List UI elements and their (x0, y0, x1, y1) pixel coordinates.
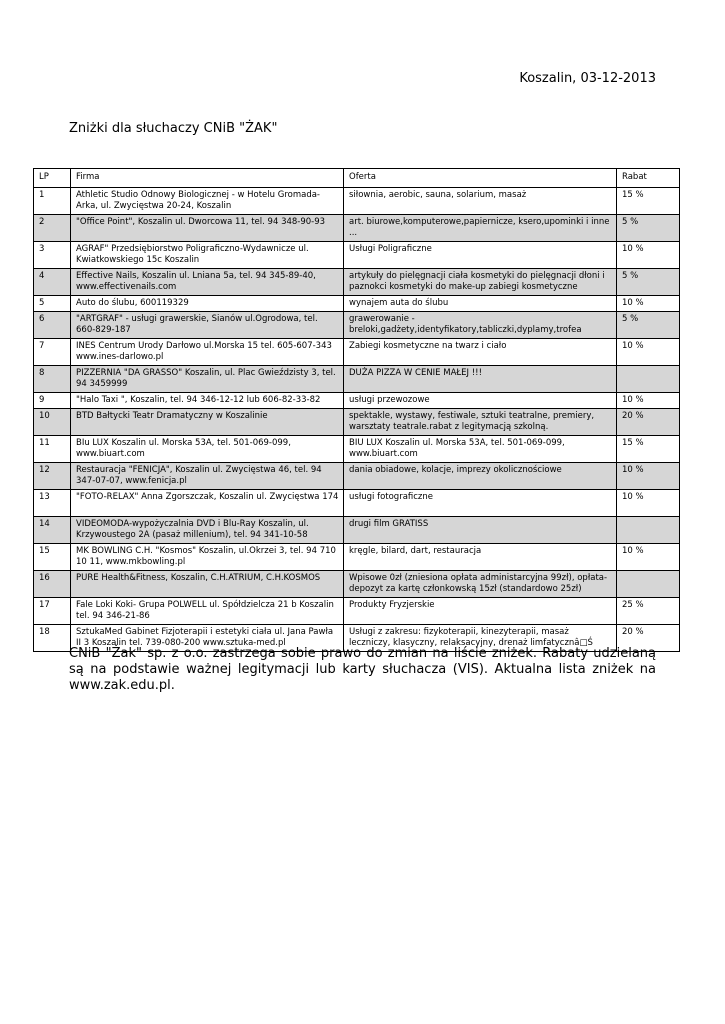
cell-rabat (617, 517, 680, 544)
cell-rabat: 20 % (617, 409, 680, 436)
document-title: Zniżki dla słuchaczy CNiB "ŻAK" (69, 121, 278, 136)
cell-rabat: 10 % (617, 490, 680, 517)
cell-firma: AGRAF" Przedsiębiorstwo Poligraficzno-Wydawnicze ul. Kwiatkowskiego 15c Koszalin (71, 242, 344, 269)
table-row (34, 490, 680, 517)
table-row (34, 409, 680, 436)
discounts-table (33, 168, 680, 652)
cell-oferta: BIU LUX Koszalin ul. Morska 53A, tel. 501-069-099, www.biuart.com (344, 436, 617, 463)
cell-firma: SztukaMed Gabinet Fizjoterapii i estetyki ciała ul. Jana Pawła II 3 Koszalin tel. 739-080-200 www.sztuka-med.pl (71, 625, 344, 652)
footer-note: CNiB "Żak" sp. z o.o. zastrzega sobie prawo do zmian na liście zniżek. Rabaty udzielaną są na podstawie ważnej legitymacji lub karty słuchacza (VIS). Aktualna lista zniżek na www.zak.edu.pl. (69, 646, 656, 693)
cell-oferta: Wpisowe 0zł (zniesiona opłata administarcyjna 99zł), opłata-depozyt za kartę członkowską 15zł (standardowo 25zł) (344, 571, 617, 598)
table-row (34, 296, 680, 312)
cell-firma: INES Centrum Urody Darłowo ul.Morska 15 tel. 605-607-343 www.ines-darlowo.pl (71, 339, 344, 366)
cell-rabat: 10 % (617, 544, 680, 571)
cell-oferta: art. biurowe,komputerowe,papiernicze, ksero,upominki i inne ... (344, 215, 617, 242)
cell-lp: 8 (34, 366, 71, 393)
table-row (34, 269, 680, 296)
cell-rabat: 10 % (617, 242, 680, 269)
column-header-firma: Firma (71, 169, 344, 188)
cell-firma: Auto do ślubu, 600119329 (71, 296, 344, 312)
cell-rabat: 5 % (617, 215, 680, 242)
cell-oferta: Zabiegi kosmetyczne na twarz i ciało (344, 339, 617, 366)
cell-lp: 12 (34, 463, 71, 490)
cell-firma: Fale Loki Koki- Grupa POLWELL ul. Spółdzielcza 21 b Koszalin tel. 94 346-21-86 (71, 598, 344, 625)
column-header-oferta: Oferta (344, 169, 617, 188)
table-row (34, 463, 680, 490)
cell-rabat: 10 % (617, 296, 680, 312)
cell-firma: VIDEOMODA-wypożyczalnia DVD i Blu-Ray Koszalin, ul. Krzywoustego 2A (pasaż millenium), tel. 94 341-10-58 (71, 517, 344, 544)
table-header-row (34, 169, 680, 188)
cell-lp: 18 (34, 625, 71, 652)
cell-oferta: grawerowanie - breloki,gadżety,identyfikatory,tabliczki,dyplamy,trofea (344, 312, 617, 339)
cell-lp: 16 (34, 571, 71, 598)
cell-oferta: drugi film GRATISS (344, 517, 617, 544)
column-header-rabat: Rabat (617, 169, 680, 188)
cell-firma: "FOTO-RELAX" Anna Zgorszczak, Koszalin ul. Zwycięstwa 174 (71, 490, 344, 517)
cell-oferta: siłownia, aerobic, sauna, solarium, masaż (344, 188, 617, 215)
cell-firma: MK BOWLING C.H. "Kosmos" Koszalin, ul.Okrzei 3, tel. 94 710 10 11, www.mkbowling.pl (71, 544, 344, 571)
cell-firma: "Halo Taxi ", Koszalin, tel. 94 346-12-12 lub 606-82-33-82 (71, 393, 344, 409)
cell-oferta: Usługi z zakresu: fizykoterapii, kinezyterapii, masaż leczniczy, klasyczny, relaksacyjny, drenaż limfatycznâ□Ś (344, 625, 617, 652)
cell-lp: 4 (34, 269, 71, 296)
cell-rabat: 10 % (617, 393, 680, 409)
table-row (34, 366, 680, 393)
cell-rabat (617, 571, 680, 598)
table-row (34, 598, 680, 625)
cell-oferta: Produkty Fryzjerskie (344, 598, 617, 625)
table-row (34, 188, 680, 215)
table-row (34, 215, 680, 242)
cell-oferta: usługi fotograficzne (344, 490, 617, 517)
cell-lp: 3 (34, 242, 71, 269)
cell-firma: Athletic Studio Odnowy Biologicznej - w Hotelu Gromada-Arka, ul. Zwycięstwa 20-24, Koszalin (71, 188, 344, 215)
table-row (34, 339, 680, 366)
document-date: Koszalin, 03-12-2013 (519, 71, 656, 86)
cell-rabat: 20 % (617, 625, 680, 652)
column-header-lp: LP (34, 169, 71, 188)
cell-rabat: 25 % (617, 598, 680, 625)
cell-rabat: 5 % (617, 312, 680, 339)
table-row (34, 571, 680, 598)
cell-lp: 2 (34, 215, 71, 242)
cell-firma: PURE Health&Fitness, Koszalin, C.H.ATRIUM, C.H.KOSMOS (71, 571, 344, 598)
cell-rabat: 15 % (617, 436, 680, 463)
cell-rabat (617, 366, 680, 393)
table-row (34, 517, 680, 544)
cell-oferta: Usługi Poligraficzne (344, 242, 617, 269)
table-row (34, 436, 680, 463)
table-row (34, 544, 680, 571)
cell-firma: Restauracja "FENICJA", Koszalin ul. Zwycięstwa 46, tel. 94 347-07-07, www.fenicja.pl (71, 463, 344, 490)
cell-rabat: 5 % (617, 269, 680, 296)
cell-firma: BIu LUX Koszalin ul. Morska 53A, tel. 501-069-099, www.biuart.com (71, 436, 344, 463)
cell-lp: 15 (34, 544, 71, 571)
table-row (34, 312, 680, 339)
cell-lp: 1 (34, 188, 71, 215)
cell-oferta: kręgle, bilard, dart, restauracja (344, 544, 617, 571)
cell-lp: 7 (34, 339, 71, 366)
cell-firma: "Office Point", Koszalin ul. Dworcowa 11, tel. 94 348-90-93 (71, 215, 344, 242)
cell-lp: 6 (34, 312, 71, 339)
cell-lp: 14 (34, 517, 71, 544)
cell-rabat: 10 % (617, 339, 680, 366)
table-row (34, 393, 680, 409)
cell-lp: 9 (34, 393, 71, 409)
cell-lp: 5 (34, 296, 71, 312)
cell-firma: Effective Nails, Koszalin ul. Lniana 5a, tel. 94 345-89-40, www.effectivenails.com (71, 269, 344, 296)
cell-oferta: wynajem auta do ślubu (344, 296, 617, 312)
cell-firma: BTD Bałtycki Teatr Dramatyczny w Koszalinie (71, 409, 344, 436)
cell-lp: 10 (34, 409, 71, 436)
cell-oferta: DUŻA PIZZA W CENIE MAŁEJ !!! (344, 366, 617, 393)
cell-oferta: spektakle, wystawy, festiwale, sztuki teatralne, premiery, warsztaty teatrale.rabat z legitymacją szkolną. (344, 409, 617, 436)
cell-rabat: 15 % (617, 188, 680, 215)
cell-firma: "ARTGRAF" - usługi grawerskie, Sianów ul.Ogrodowa, tel. 660-829-187 (71, 312, 344, 339)
cell-lp: 17 (34, 598, 71, 625)
cell-rabat: 10 % (617, 463, 680, 490)
cell-lp: 13 (34, 490, 71, 517)
table-row (34, 242, 680, 269)
cell-oferta: dania obiadowe, kolacje, imprezy okolicznościowe (344, 463, 617, 490)
cell-lp: 11 (34, 436, 71, 463)
cell-oferta: usługi przewozowe (344, 393, 617, 409)
cell-oferta: artykuły do pielęgnacji ciała kosmetyki do pielęgnacji dłoni i paznokci kosmetyki do make-up zabiegi kosmetyczne (344, 269, 617, 296)
cell-firma: PIZZERNIA "DA GRASSO" Koszalin, ul. Plac Gwieździsty 3, tel. 94 3459999 (71, 366, 344, 393)
